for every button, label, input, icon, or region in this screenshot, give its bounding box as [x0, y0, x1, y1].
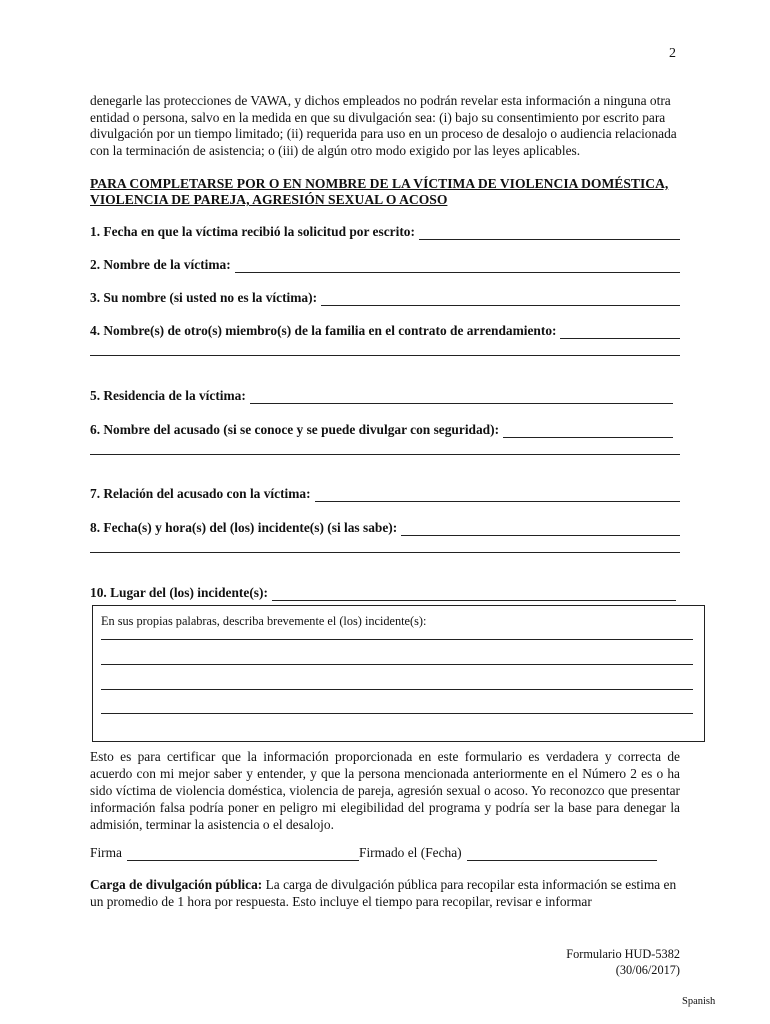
signature-label: Firma: [90, 845, 122, 860]
signed-date-blank[interactable]: [467, 848, 657, 861]
field-label: 3. Su nombre (si usted no es la víctima):: [90, 290, 318, 305]
description-line[interactable]: [101, 689, 693, 690]
field-label: 7. Relación del acusado con la víctima:: [90, 486, 311, 501]
form-number: Formulario HUD-5382: [566, 947, 680, 961]
field-continuation-line[interactable]: [90, 552, 680, 553]
field-blank[interactable]: [503, 425, 673, 438]
field-other-family-members[interactable]: [90, 321, 680, 339]
page-number: 2: [669, 46, 676, 61]
field-incident-location[interactable]: [90, 583, 676, 601]
field-blank[interactable]: [321, 293, 680, 306]
field-blank[interactable]: [315, 489, 680, 502]
field-blank[interactable]: [250, 391, 673, 404]
field-label: 4. Nombre(s) de otro(s) miembro(s) de la familia en el contrato de arrendamiento:: [90, 323, 557, 338]
description-box-label: En sus propias palabras, describa brevemente el (los) incidente(s):: [101, 614, 427, 628]
incident-description-box[interactable]: [92, 605, 705, 742]
field-accused-relationship[interactable]: [90, 484, 680, 502]
field-label: 8. Fecha(s) y hora(s) del (los) incidente(s) (si las sabe):: [90, 520, 398, 535]
field-continuation-line[interactable]: [90, 355, 680, 356]
field-blank[interactable]: [272, 588, 676, 601]
field-blank[interactable]: [235, 260, 680, 273]
field-victim-residence[interactable]: [90, 386, 673, 404]
section-heading: PARA COMPLETARSE POR O EN NOMBRE DE LA VÍCTIMA DE VIOLENCIA DOMÉSTICA, VIOLENCIA DE PAREJA, AGRESIÓN SEXUAL O ACOSO: [90, 176, 669, 207]
field-date-request-received[interactable]: [90, 222, 680, 240]
signed-date-label: Firmado el (Fecha): [359, 845, 462, 860]
certification-paragraph: Esto es para certificar que la información proporcionada en este formulario es verdadera y correcta de acuerdo con mi mejor saber y entender, y que la persona mencionada anteriormente en el Número 2 es o ha sido víctima de violencia doméstica, violencia de pareja, agresión sexual o acoso. Yo reconozco que presentar información falsa podría poner en peligro mi elegibilidad del programa y podría ser la base para denegar la admisión, terminar la asistencia o el desalojo.: [90, 749, 680, 832]
field-blank[interactable]: [560, 326, 680, 339]
description-line[interactable]: [101, 639, 693, 640]
field-blank[interactable]: [419, 227, 680, 240]
burden-text: La carga de divulgación pública para recopilar esta información se estima en un promedio de 1 hora por respuesta. Esto incluye el tiempo para recopilar, revisar e informar: [90, 877, 677, 909]
field-incident-dates[interactable]: [90, 518, 680, 536]
field-label: 6. Nombre del acusado (si se conoce y se puede divulgar con seguridad):: [90, 422, 500, 437]
burden-heading: Carga de divulgación pública:: [90, 877, 263, 892]
intro-paragraph: denegarle las protecciones de VAWA, y dichos empleados no podrán revelar esta información a ninguna otra entidad o persona, salvo en la medida en que su divulgación sea: (i) bajo su consentimiento por escrito para divulgación por un tiempo limitado; (ii) requerida para uso en un proceso de desalojo o audiencia relacionada con la terminación de asistencia; o (iii) de algún otro modo exigido por las leyes aplicables.: [90, 93, 677, 158]
description-line[interactable]: [101, 713, 693, 714]
field-label: 1. Fecha en que la víctima recibió la solicitud por escrito:: [90, 224, 415, 239]
description-line[interactable]: [101, 664, 693, 665]
form-date: (30/06/2017): [615, 963, 680, 977]
field-your-name[interactable]: [90, 288, 680, 306]
field-victim-name[interactable]: [90, 255, 680, 273]
burden-statement: [90, 876, 680, 910]
signature-blank[interactable]: [127, 848, 359, 861]
field-blank[interactable]: [401, 523, 680, 536]
field-label: 2. Nombre de la víctima:: [90, 257, 231, 272]
form-identifier: [480, 946, 680, 978]
language-label: Spanish: [682, 996, 716, 1007]
field-continuation-line[interactable]: [90, 454, 680, 455]
signature-row: [90, 843, 680, 861]
field-accused-name[interactable]: [90, 420, 673, 438]
field-label: 5. Residencia de la víctima:: [90, 388, 246, 403]
field-label: 10. Lugar del (los) incidente(s):: [90, 585, 268, 600]
